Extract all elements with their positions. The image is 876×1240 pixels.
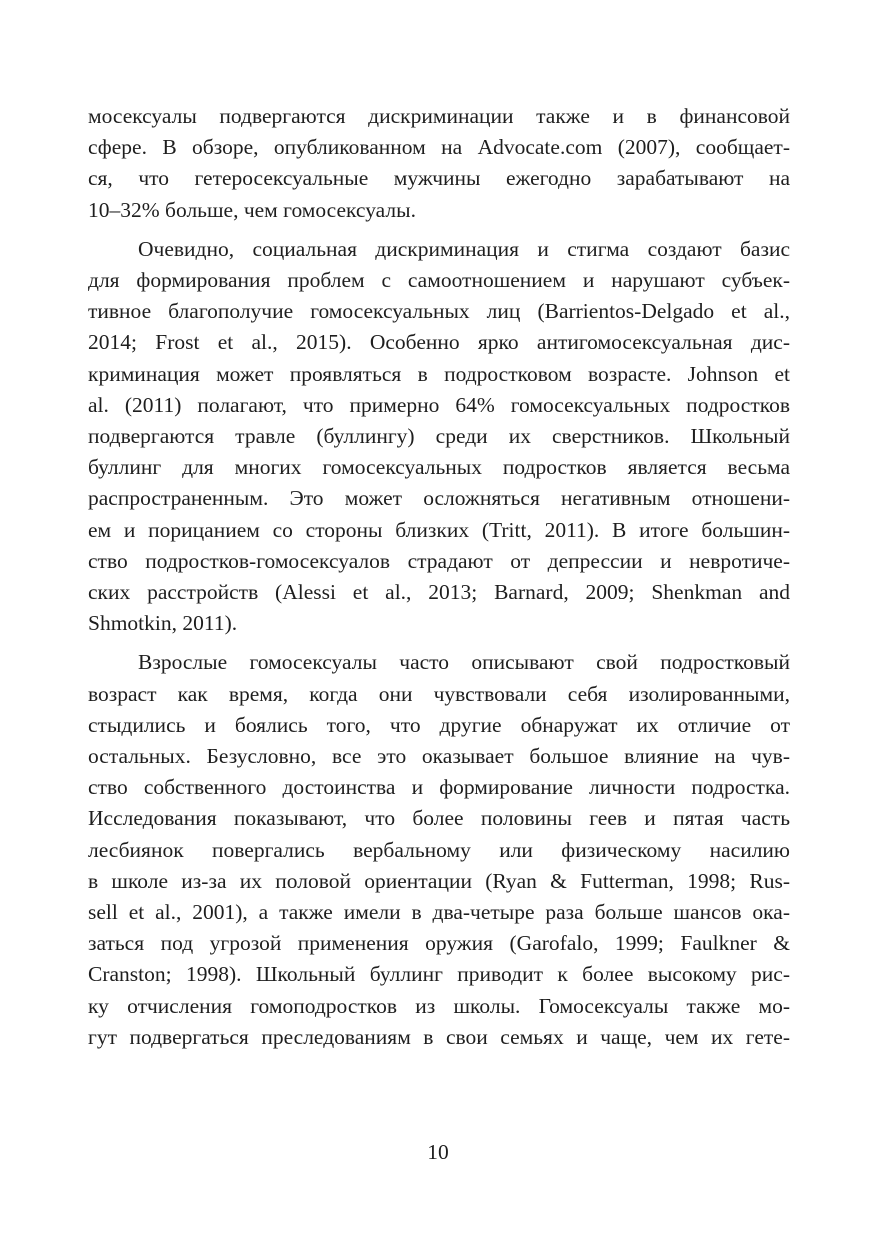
- text-line: стыдились и боялись того, что другие обнаружат их отличие от: [88, 712, 790, 737]
- text-line: Cranston; 1998). Школьный буллинг приводит к более высокому рис-: [88, 962, 790, 987]
- text-line: Взрослые гомосексуалы часто описывают свой подростковый: [138, 650, 790, 675]
- text-line: 10–32% больше, чем гомосексуалы.: [88, 197, 416, 222]
- text-line: остальных. Безусловно, все это оказывает большое влияние на чув-: [88, 744, 790, 769]
- document-page-body: [88, 101, 790, 1061]
- text-line: возраст как время, когда они чувствовали себя изолированными,: [88, 681, 790, 706]
- text-line: буллинг для многих гомосексуальных подростков является весьма: [88, 455, 790, 480]
- text-line: сфере. В обзоре, опубликованном на Advocate.com (2007), сообщает-: [88, 135, 790, 160]
- text-line: ство подростков-гомосексуалов страдают от депрессии и невротиче-: [88, 548, 790, 573]
- text-line: ся, что гетеросексуальные мужчины ежегодно зарабатывают на: [88, 166, 790, 191]
- paragraph-1: [88, 101, 790, 226]
- text-line: sell et al., 2001), а также имели в два-четыре раза больше шансов ока-: [88, 900, 790, 925]
- text-line: лесбиянок повергались вербальному или физическому насилию: [88, 837, 790, 862]
- text-line: ство собственного достоинства и формирование личности подростка.: [88, 775, 790, 800]
- text-line: Очевидно, социальная дискриминация и стигма создают базис: [138, 236, 790, 261]
- page-number: 10: [427, 1140, 449, 1164]
- text-line: ку отчисления гомоподростков из школы. Гомосексуалы также мо-: [88, 993, 790, 1018]
- text-line: криминация может проявляться в подростковом возрасте. Johnson et: [88, 361, 790, 386]
- text-line: для формирования проблем с самоотношением и нарушают субъек-: [88, 268, 790, 293]
- text-line: ских расстройств (Alessi et al., 2013; Barnard, 2009; Shenkman and: [88, 580, 790, 605]
- text-line: 2014; Frost et al., 2015). Особенно ярко антигомосексуальная дис-: [88, 330, 790, 355]
- paragraph-2: [88, 234, 790, 640]
- text-line: мосексуалы подвергаются дискриминации также и в финансовой: [88, 104, 790, 128]
- text-line: распространенным. Это может осложняться негативным отношени-: [88, 486, 790, 511]
- text-line: заться под угрозой применения оружия (Garofalo, 1999; Faulkner &: [88, 931, 790, 956]
- text-line: тивное благополучие гомосексуальных лиц (Barrientos-Delgado et al.,: [88, 299, 790, 324]
- text-line: в школе из-за их половой ориентации (Ryan & Futterman, 1998; Rus-: [88, 868, 790, 893]
- text-line: ем и порицанием со стороны близких (Tritt, 2011). В итоге большин-: [88, 517, 790, 542]
- text-line: Shmotkin, 2011).: [88, 611, 238, 636]
- paragraph-3: [88, 647, 790, 1053]
- text-line: Исследования показывают, что более половины геев и пятая часть: [88, 806, 790, 831]
- text-line: подвергаются травле (буллингу) среди их сверстников. Школьный: [88, 424, 790, 449]
- text-line: гут подвергаться преследованиям в свои семьях и чаще, чем их гете-: [88, 1024, 790, 1049]
- text-line: al. (2011) полагают, что примерно 64% гомосексуальных подростков: [88, 392, 790, 417]
